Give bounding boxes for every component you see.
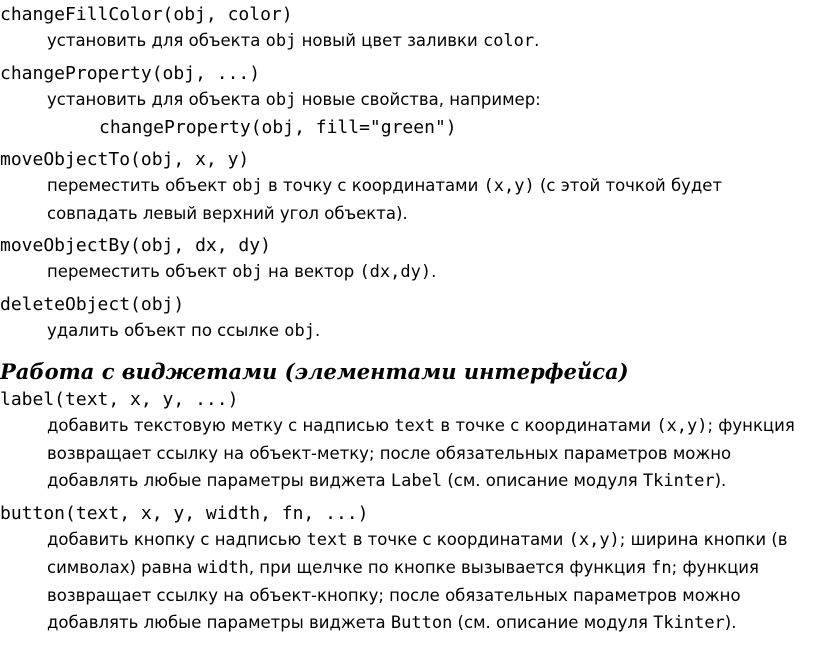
description-text: .: [534, 31, 540, 50]
description-text: .: [431, 262, 437, 281]
inline-code: fn: [651, 558, 672, 578]
description-text: переместить объект: [47, 176, 233, 195]
function-entry-moveobjectby: [0, 233, 816, 286]
inline-code: Tkinter: [642, 471, 715, 491]
description-text: добавить текстовую метку с надписью: [47, 416, 395, 435]
function-description: [0, 86, 816, 114]
section-title: Работа с виджетами (элементами интерфейса): [0, 359, 629, 384]
function-description: [0, 172, 816, 227]
description-text: ; функция возвращает ссылку на объект-кнопку; после обязательных параметров можно добавлять любые параметры виджета: [47, 558, 759, 632]
inline-code: obj: [265, 31, 297, 51]
function-entry-changeproperty: [0, 61, 816, 141]
function-description: [0, 317, 816, 345]
inline-code: obj: [232, 176, 263, 196]
description-text: в точку с координатами: [262, 176, 484, 195]
function-signature: label(text, x, y, ...): [0, 389, 239, 410]
inline-code: Button: [390, 613, 453, 633]
description-text: новый цвет заливки: [296, 31, 483, 50]
description-text: ).: [714, 471, 727, 490]
function-description: [0, 27, 816, 55]
function-entry-deleteobject: [0, 292, 816, 345]
function-entry-moveobjectto: [0, 147, 816, 227]
code-example: changeProperty(obj, fill="green"): [99, 117, 457, 138]
description-text: установить для объекта: [47, 90, 266, 109]
inline-code: (x,y): [483, 176, 535, 196]
description-text: ; ширина кнопки (в символах) равна: [47, 530, 788, 577]
function-description: [0, 258, 816, 286]
function-description: [0, 412, 816, 495]
inline-code: obj: [265, 90, 297, 110]
function-entry-label: [0, 387, 816, 495]
description-text: новые свойства, например:: [296, 90, 541, 109]
function-entry-button: [0, 501, 816, 637]
inline-code: (x,y): [656, 416, 708, 436]
inline-code: (x,y): [568, 530, 620, 550]
description-text: (см. описание модуля: [452, 613, 654, 632]
description-text: ).: [724, 613, 737, 632]
function-entry-changefillcolor: [0, 2, 816, 55]
function-signature: changeFillColor(obj, color): [0, 4, 293, 25]
inline-code: obj: [232, 262, 263, 282]
inline-code: obj: [284, 321, 315, 341]
function-signature: changeProperty(obj, ...): [0, 63, 261, 84]
function-signature: moveObjectBy(obj, dx, dy): [0, 235, 271, 256]
description-text: удалить объект по ссылке: [47, 321, 285, 340]
function-description: [0, 526, 816, 637]
inline-code: text: [394, 416, 436, 436]
function-signature: moveObjectTo(obj, x, y): [0, 149, 250, 170]
description-text: в точке с координатами: [435, 416, 657, 435]
description-text: добавить кнопку с надписью: [47, 530, 307, 549]
function-signature: deleteObject(obj): [0, 294, 185, 315]
inline-code: (dx,dy): [359, 262, 432, 282]
description-text: ; функция возвращает ссылку на объект-метку; после обязательных параметров можно добавлять любые параметры виджета: [47, 416, 795, 490]
description-text: , при щелчке по кнопке вызывается функция: [248, 558, 652, 577]
description-text: .: [314, 321, 321, 340]
inline-code: text: [306, 530, 348, 550]
inline-code: color: [482, 31, 535, 51]
description-text: на вектор: [262, 262, 360, 281]
description-text: переместить объект: [47, 262, 233, 281]
description-text: в точке с координатами: [347, 530, 569, 549]
description-text: (см. описание модуля: [442, 471, 643, 490]
function-signature: button(text, x, y, width, fn, ...): [0, 503, 369, 524]
inline-code: Label: [390, 471, 443, 491]
description-text: (с этой точкой будет совпадать левый верхний угол объекта).: [47, 176, 723, 223]
inline-code: Tkinter: [653, 613, 725, 633]
inline-code: width: [197, 558, 249, 578]
description-text: установить для объекта: [47, 31, 266, 50]
